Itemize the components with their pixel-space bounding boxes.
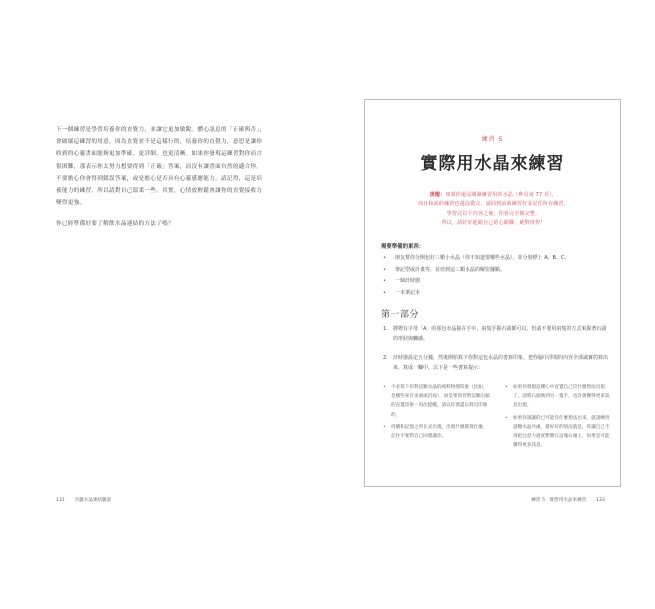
writing-tips (381, 383, 613, 453)
left-paragraph-2: 你已經準備好要了解飲水晶連結的方法了嗎？ (56, 221, 174, 227)
step-1 (381, 325, 609, 344)
left-page-number: 131 (56, 498, 65, 503)
reminder-line-2: 而且和面的練習也還沒做完，請回到前面練習好並記住所有練習， (418, 201, 569, 208)
tip-item: • 持續和記憶之所在式出現，出現什麼就寫什麼，記住不要對自己回想讓你。 (381, 423, 491, 441)
reminder-block (373, 191, 614, 229)
left-folio (56, 497, 111, 503)
right-running-title: 練習 5 實際用水晶來練習 (531, 498, 587, 503)
reminder-line-3: 學習完以下內容之後，你會完全做完整。 (446, 210, 541, 217)
materials-item: • 一本筆記本 (381, 288, 611, 300)
exercise-title: 實際用水晶來練習 (420, 154, 565, 174)
materials-item: • 筆記型或計畫等，並放到這三顆水晶的解密據點。 (381, 265, 611, 277)
materials-item: • 一個計時器 (381, 276, 611, 288)
materials-item: • 朋友幫你分開包好三顆小水晶（你不知道要哪些水晶），並分別標上 A、B、C。 (381, 253, 611, 265)
materials-heading: 需要準備的東西： (381, 244, 425, 250)
tip-item: • 如果你發現這種心中直覺自己沒什麼想法出現了，請將石頭換到另一隻手，也許會獲得更多訊息出現。 (503, 383, 613, 411)
tip-item: • 不必寫下你對這顆水晶的純粹物理印象（比如，是哪些來有多重或沉甸），而是要寫你對這顆石頭的直覺印象－再次提醒，請以你要盡以寫出印象的。 (381, 383, 491, 420)
step-number: 2. (383, 355, 388, 361)
step-text: 計時器設定五分鐘，然後開始寫下你對這包水晶的書寫印象，把你腦中浮現的內容全部誠實的寫出來，寫成一欄中，以下是一些書寫提示： (393, 355, 609, 371)
left-running-title: 吾聽水晶連結聽說 (74, 498, 112, 503)
reminder-line-1: 提醒：如果你還沒閱讀練習用的水晶（參見第 77 頁）， (429, 192, 558, 198)
left-paragraph-1: 下一個練習是學習培養你的直覺力，並讓它更加敏銳。體心訊息的「正確與否」，會破壞這練習的用意，因為直覺並不是這樣行的，培養你的直覺力，意思是讓你收到的心靈書面能夠更加準確、更詳細，也更清晰。如果你發現這練習對你而言很困難，那表示你太努力想要得到「正確」答案，而沒有讓書面自然的適合你。不要擔心你會得到錯誤答案，或是擔心是否具有心靈感應能力。請記得，這是培養能力的練習，所以請對自己溫柔一些。其實，心情放輕鬆會讓你的直覺接收力變得更強。 (56, 127, 266, 207)
tips-left-column (381, 383, 491, 453)
materials-list (381, 253, 611, 299)
right-folio (531, 497, 605, 503)
right-page-number: 133 (596, 498, 605, 503)
tip-item: • 如果你請讓的已可能沒什麼想法出來，就請練習請顆水晶共處，最好好的情況就是，你讓自己不再把注意力過度繁雜在這塊石頭上，如果是可能獲得更多訊息。 (503, 414, 613, 451)
exercise-box (364, 99, 621, 487)
reminder-line-4: 所以，請好好地跟自己的心願聯，絕對值得！ (441, 220, 546, 227)
section-heading: 第一部分 (381, 310, 420, 320)
step-number: 1. (383, 326, 388, 332)
exercise-label: 練習 5 (481, 136, 504, 143)
step-text: 將標有字母「A」的那包水晶握在手中，兩隻手握石頭都可以，但請不要用兩隻的方式來握著石頭的形狀與觸感。 (393, 326, 607, 342)
reminder-label: 提醒： (429, 192, 446, 198)
tips-right-column (503, 383, 613, 453)
step-2 (381, 354, 609, 373)
